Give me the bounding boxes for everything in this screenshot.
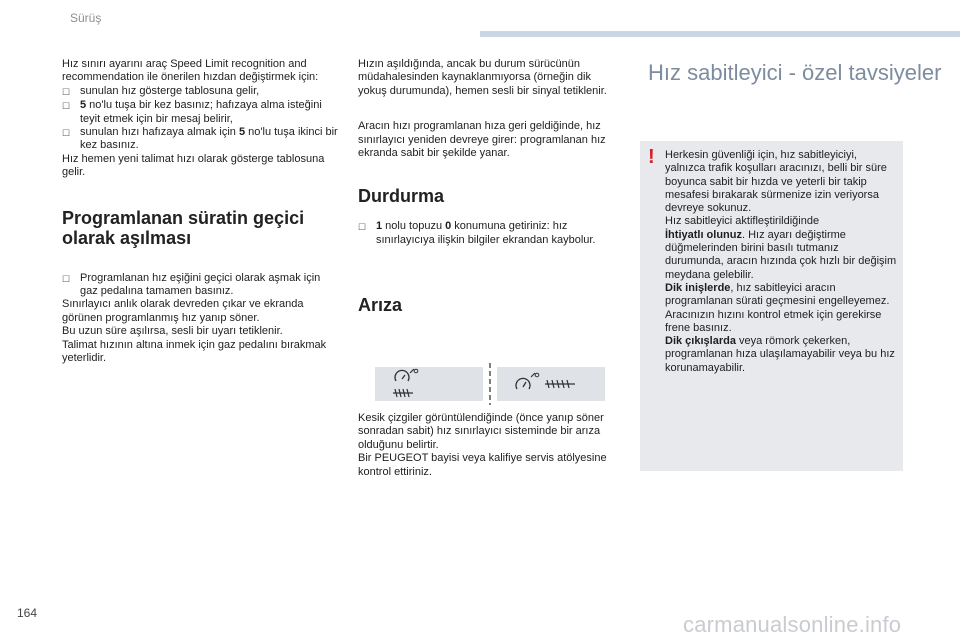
bullet-icon: ☐ bbox=[358, 222, 367, 233]
limiter-fault-display-icon bbox=[497, 367, 605, 401]
list-item bbox=[62, 85, 340, 99]
button-number: 1 bbox=[376, 220, 383, 233]
column-2 bbox=[358, 58, 620, 315]
section-title-stop: Durdurma bbox=[358, 186, 445, 207]
bullet-icon: ☐ bbox=[62, 273, 71, 284]
bullet-icon: ☐ bbox=[62, 128, 71, 139]
page-number: 164 bbox=[17, 606, 38, 620]
list-item-text: no'lu tuşa bir kez basınız; hafızaya alma isteğini teyit etmek için bir mesaj belirir, bbox=[80, 99, 322, 125]
paragraph bbox=[665, 335, 897, 375]
list-item bbox=[62, 99, 340, 126]
watermark: carmanualsonline.info bbox=[683, 612, 902, 637]
section-title-fault: Arıza bbox=[358, 295, 403, 316]
header-bar bbox=[480, 31, 960, 37]
paragraph: Hız sabitleyici aktifleştirildiğinde bbox=[665, 215, 820, 228]
warning-text bbox=[665, 149, 897, 375]
outro-paragraph: Hız hemen yeni talimat hızı olarak gösterge tablosuna gelir. bbox=[62, 152, 325, 179]
button-number: 5 bbox=[80, 99, 87, 112]
paragraph: Sınırlayıcı anlık olarak devreden çıkar ve ekranda görünen programlanmış hız yanıp söner. bbox=[62, 298, 304, 324]
page-section-title: Sürüş bbox=[70, 11, 102, 25]
paragraph: Aracın hızı programlanan hıza geri geldiğinde, hız sınırlayıcı yeniden devreye girer: programlanan hız ekranda sabit bir şekilde yanar. bbox=[358, 120, 606, 160]
tips-title: Hız sabitleyici - özel tavsiyeler bbox=[648, 60, 942, 85]
list-item bbox=[358, 220, 620, 247]
paragraph bbox=[665, 282, 897, 335]
list-item bbox=[62, 126, 340, 153]
paragraph-text: . Hız ayarı değiştirme düğmelerinden birini basılı tutmanız durumunda, aracın hızında çok hızlı bir değişim meydana gelebilir. bbox=[665, 228, 897, 281]
list-item bbox=[62, 272, 340, 299]
list-item-text: sunulan hızı hafızaya almak için bbox=[80, 126, 239, 139]
paragraph-text: veya römork çekerken, programlanan hıza ulaşılamayabilir veya bu hız korunamayabilir. bbox=[665, 335, 895, 374]
paragraph: Herkesin güvenliği için, hız sabitleyiciyi, yalnızca trafik koşulları aracınızı, belli bir süre boyunca sabit bir hızda ve yeterli bir takip mesafesi bırakarak sürmenize izin veriyorsa devreye sokunuz. bbox=[665, 149, 887, 215]
intro-paragraph: Hız sınırı ayarını araç Speed Limit recognition and recommendation ile önerilen hızdan değiştirmek için: bbox=[62, 58, 319, 84]
list-item-text: Programlanan hız eşiğini geçici olarak aşmak için gaz pedalına tamamen basınız. bbox=[80, 271, 321, 298]
list-item-text: konumuna getiriniz: hız sınırlayıcıya ilişkin bilgiler ekrandan kaybolur. bbox=[376, 220, 596, 246]
bold-term: İhtiyatlı olunuz bbox=[665, 228, 742, 241]
paragraph: Talimat hızının altına inmek için gaz pedalını bırakmak yeterlidir. bbox=[62, 338, 327, 365]
limiter-fault-display-icon bbox=[375, 367, 483, 401]
paragraph: Bir PEUGEOT bayisi veya kalifiye servis atölyesine kontrol ettiriniz. bbox=[358, 452, 607, 478]
divider bbox=[489, 363, 491, 405]
list-item-text: nolu topuzu bbox=[382, 220, 446, 233]
paragraph: Bu uzun süre aşılırsa, sesli bir uyarı tetiklenir. bbox=[62, 325, 283, 338]
section-title: Programlanan süratin geçici olarak aşılması bbox=[62, 207, 305, 248]
button-number: 5 bbox=[238, 126, 246, 139]
paragraph: Hızın aşıldığında, ancak bu durum sürücünün müdahalesinden kaynaklanmıyorsa (örneğin dik yokuş durumunda), hemen sesli bir sinyal tetiklenir. bbox=[358, 58, 607, 97]
paragraph bbox=[665, 229, 897, 282]
column-1 bbox=[62, 58, 340, 366]
bold-term: Dik inişlerde bbox=[665, 281, 731, 294]
fault-description bbox=[358, 412, 620, 479]
position-number: 0 bbox=[445, 220, 452, 233]
paragraph-text: , hız sabitleyici aracın programlanan sürati geçmesini engelleyemez. Aracınızın hızını kontrol etmek için gerekirse frene basınız. bbox=[665, 281, 890, 334]
warning-icon: ! bbox=[648, 146, 655, 168]
bold-term: Dik çıkışlarda bbox=[665, 335, 736, 348]
list-item-text: no'lu tuşa ikinci bir kez basınız. bbox=[80, 126, 338, 152]
paragraph: Kesik çizgiler görüntülendiğinde (önce yanıp söner sonradan sabit) hız sınırlayıcı sisteminde bir arıza olduğunu belirtir. bbox=[358, 412, 604, 451]
bullet-icon: ☐ bbox=[62, 101, 71, 112]
bullet-icon: ☐ bbox=[62, 86, 71, 97]
list-item-text: sunulan hız gösterge tablosuna gelir, bbox=[80, 84, 260, 97]
